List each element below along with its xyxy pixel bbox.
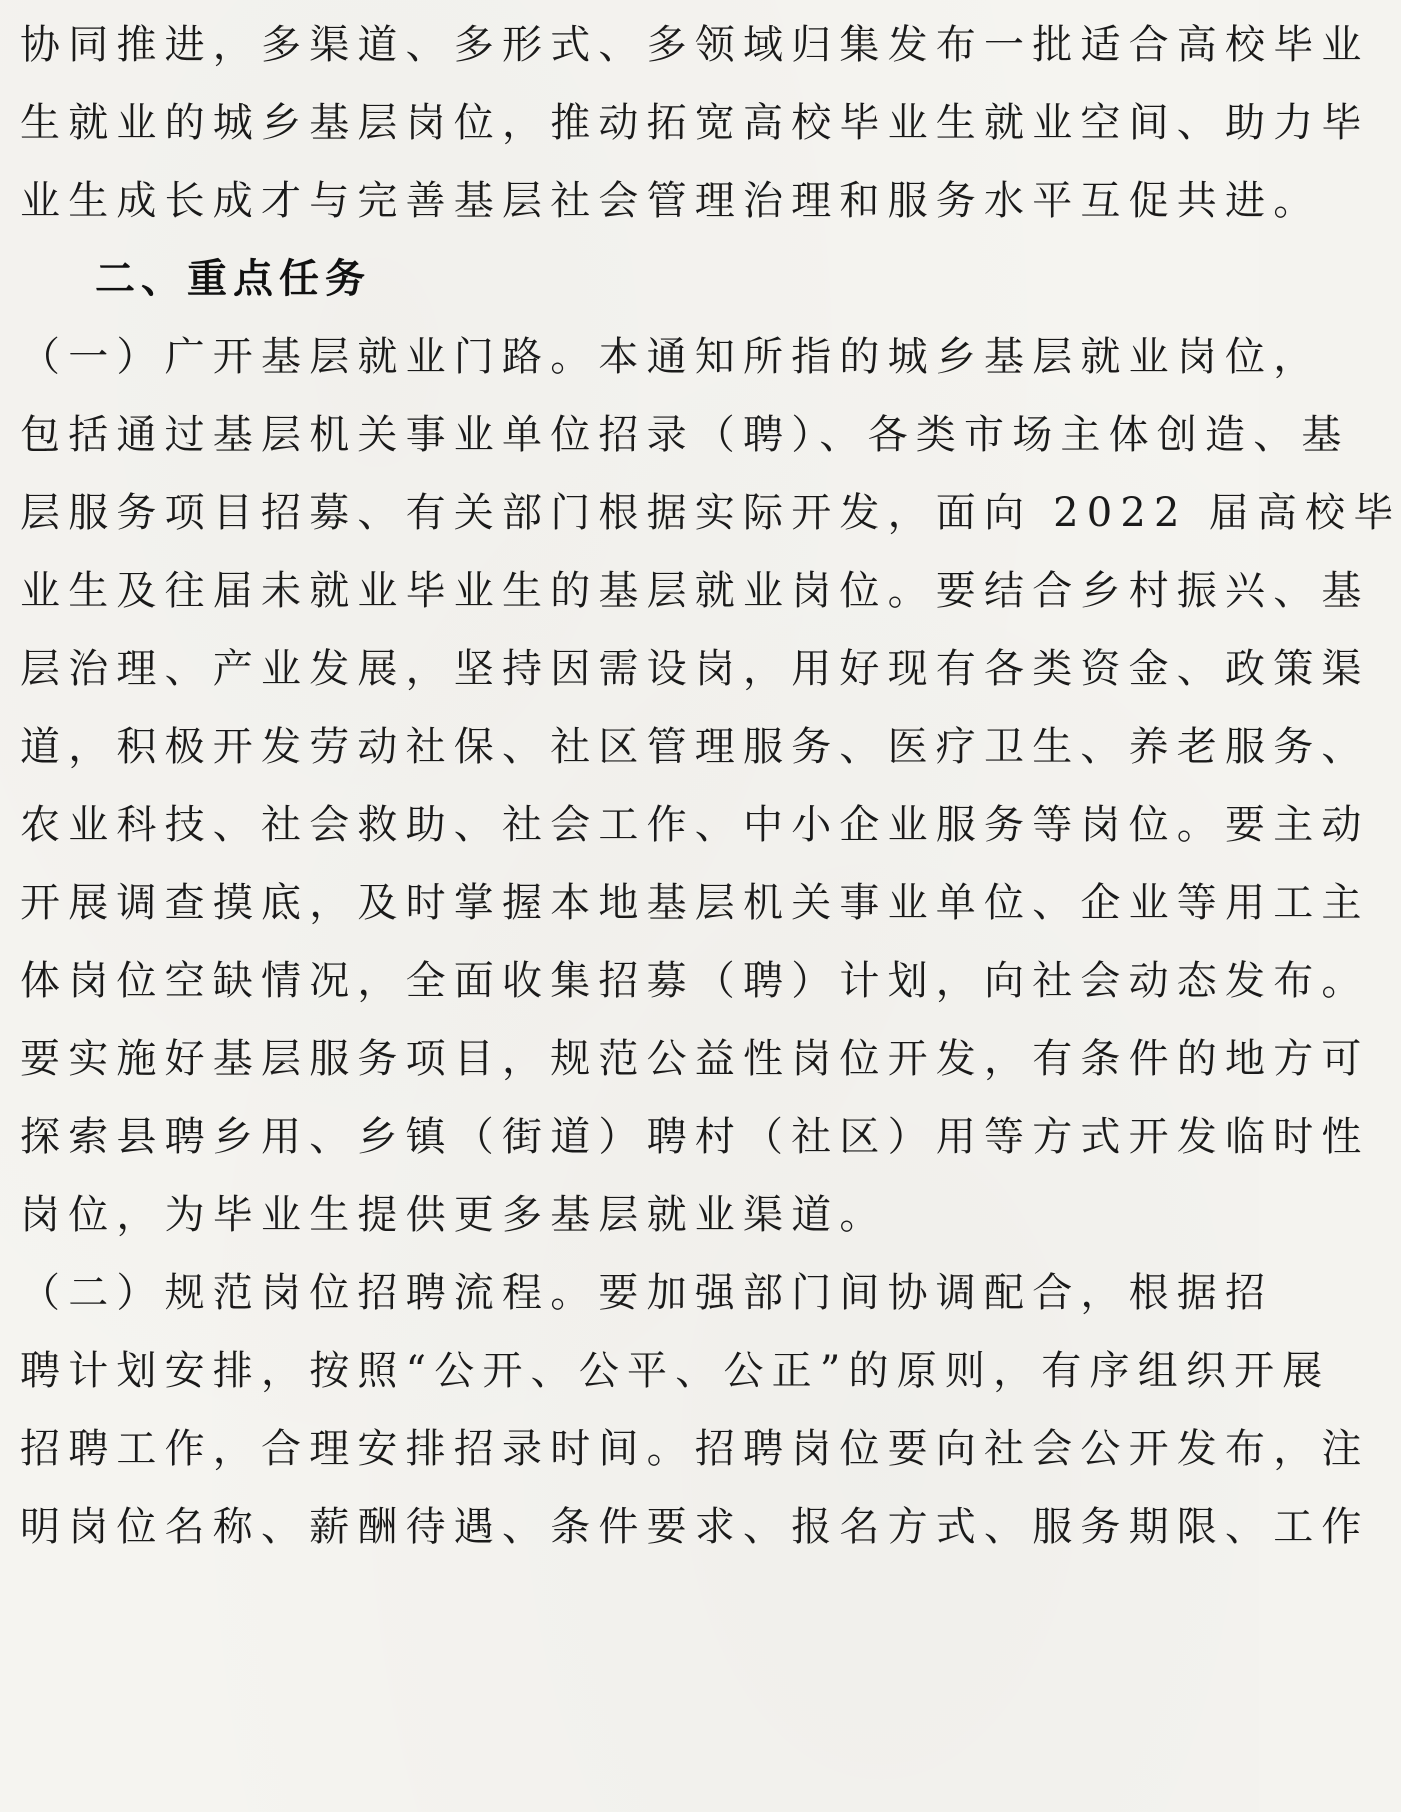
- body-text-line: 协同推进，多渠道、多形式、多领域归集发布一批适合高校毕业: [20, 22, 1370, 68]
- body-text-line: （二）规范岗位招聘流程。要加强部门间协调配合，根据招: [20, 1270, 1274, 1316]
- body-text-line: 生就业的城乡基层岗位，推动拓宽高校毕业生就业空间、助力毕: [20, 100, 1370, 146]
- body-text-line: 招聘工作，合理安排招录时间。招聘岗位要向社会公开发布，注: [20, 1426, 1370, 1472]
- body-text-line: 要实施好基层服务项目，规范公益性岗位开发，有条件的地方可: [20, 1036, 1370, 1082]
- body-text-line: 包括通过基层机关事业单位招录（聘）、各类市场主体创造、基: [20, 412, 1350, 458]
- body-text-line: 业生及往届未就业毕业生的基层就业岗位。要结合乡村振兴、基: [20, 568, 1370, 614]
- body-text-line: 明岗位名称、薪酬待遇、条件要求、报名方式、服务期限、工作: [20, 1504, 1370, 1550]
- body-text-line: 业生成长成才与完善基层社会管理治理和服务水平互促共进。: [20, 178, 1322, 224]
- body-text-line: 道，积极开发劳动社保、社区管理服务、医疗卫生、养老服务、: [20, 724, 1370, 770]
- body-text-line: 农业科技、社会救助、社会工作、中小企业服务等岗位。要主动: [20, 802, 1370, 848]
- body-text-line: 体岗位空缺情况，全面收集招募（聘）计划，向社会动态发布。: [20, 958, 1370, 1004]
- body-text-line: 探索县聘乡用、乡镇（街道）聘村（社区）用等方式开发临时性: [20, 1114, 1370, 1160]
- section-heading: 二、重点任务: [95, 256, 371, 302]
- body-text-line: 开展调查摸底，及时掌握本地基层机关事业单位、企业等用工主: [20, 880, 1370, 926]
- body-text-line: 聘计划安排，按照“公开、公平、公正”的原则，有序组织开展: [20, 1348, 1331, 1394]
- body-text-line: 岗位，为毕业生提供更多基层就业渠道。: [20, 1192, 888, 1238]
- body-text-line: 层治理、产业发展，坚持因需设岗，用好现有各类资金、政策渠: [20, 646, 1370, 692]
- body-text-line: 层服务项目招募、有关部门根据实际开发，面向 2022 届高校毕: [20, 490, 1401, 536]
- body-text-line: （一）广开基层就业门路。本通知所指的城乡基层就业岗位，: [20, 334, 1322, 380]
